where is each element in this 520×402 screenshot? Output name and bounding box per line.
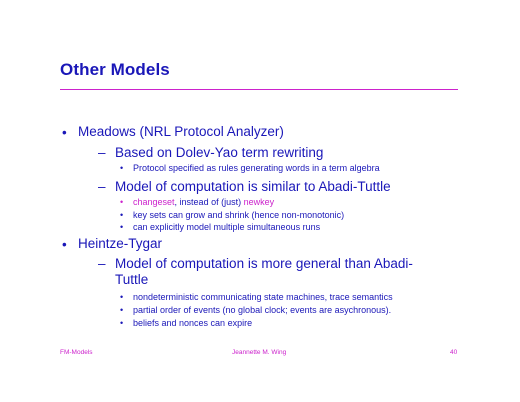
bullet-changeset — [133, 197, 274, 207]
sub-bullet-marker: • — [120, 292, 124, 302]
dash-marker: – — [98, 179, 106, 194]
sub-bullet-marker: • — [120, 222, 124, 232]
footer-page-number: 40 — [450, 349, 458, 356]
bullet-key-sets: key sets can grow and shrink (hence non-monotonic) — [133, 210, 345, 220]
changeset-text: , instead of (just) — [174, 197, 244, 207]
sub-bullet-marker: • — [120, 210, 124, 220]
dash-marker: – — [98, 256, 106, 271]
bullet-model-general: Model of computation is more general than Abadi- — [115, 256, 413, 271]
changeset-term: changeset — [133, 197, 175, 207]
newkey-term: newkey — [243, 197, 275, 207]
bullet-model-general-cont: Tuttle — [115, 272, 149, 287]
bullet-dolev-yao: Based on Dolev-Yao term rewriting — [115, 145, 324, 160]
bullet-beliefs: beliefs and nonces can expire — [133, 318, 253, 328]
sub-bullet-marker: • — [120, 318, 124, 328]
sub-bullet-marker: • — [120, 197, 124, 207]
sub-bullet-marker: • — [120, 305, 124, 315]
bullet-partial-order: partial order of events (no global clock; events are asychronous). — [133, 305, 392, 315]
footer-author: Jeannette M. Wing — [232, 349, 287, 356]
title-divider — [60, 89, 458, 90]
bullet-nondeterministic: nondeterministic communicating state machines, trace semantics — [133, 292, 393, 302]
bullet-heintze-tygar: Heintze-Tygar — [78, 236, 163, 251]
sub-bullet-marker: • — [120, 163, 124, 173]
bullet-model-abadi: Model of computation is similar to Abadi-Tuttle — [115, 179, 391, 194]
footer-left: FM-Models — [60, 349, 93, 356]
bullet-protocol-spec: Protocol specified as rules generating words in a term algebra — [133, 163, 380, 173]
dash-marker: – — [98, 145, 106, 160]
bullet-meadows: Meadows (NRL Protocol Analyzer) — [78, 124, 284, 139]
bullet-multiple-runs: can explicitly model multiple simultaneous runs — [133, 222, 321, 232]
slide-title: Other Models — [60, 60, 170, 79]
bullet-marker: • — [62, 237, 67, 252]
bullet-marker: • — [62, 125, 67, 140]
